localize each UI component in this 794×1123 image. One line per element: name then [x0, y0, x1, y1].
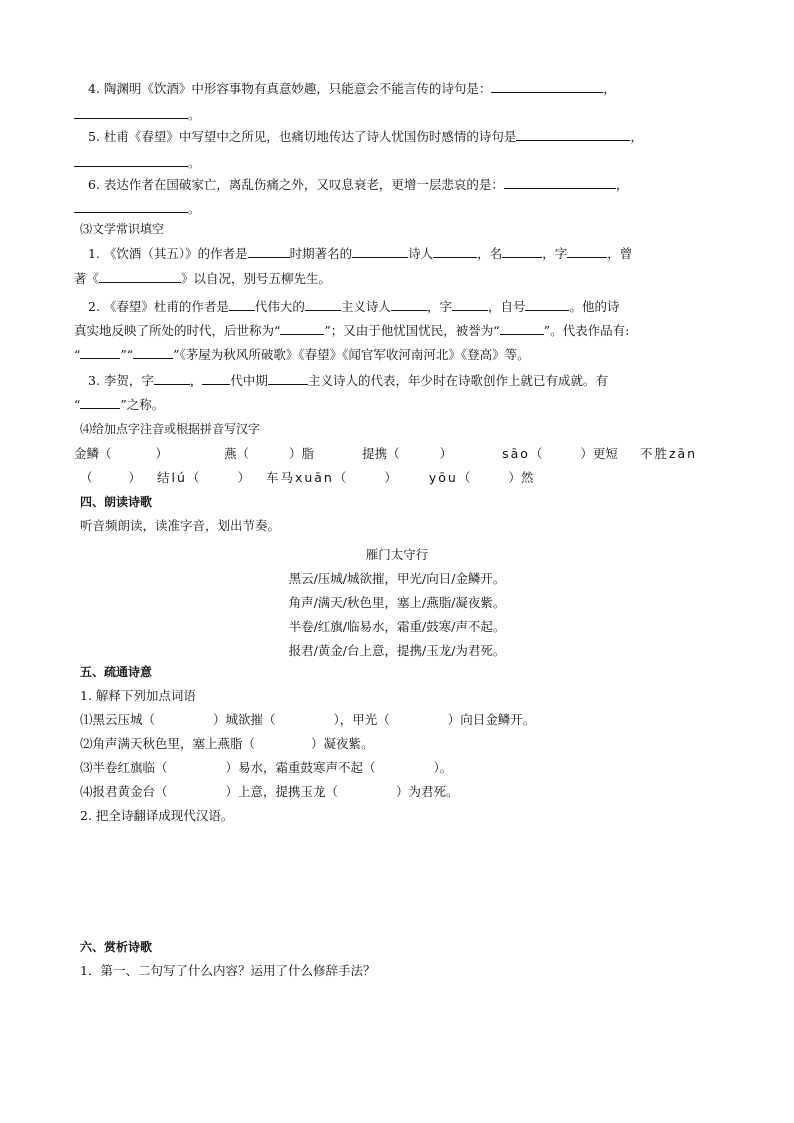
answer-blank[interactable]: [433, 245, 477, 258]
answer-blank[interactable]: [567, 245, 607, 258]
answer-blank[interactable]: [352, 245, 408, 258]
answer-blank[interactable]: [391, 298, 427, 311]
answer-blank[interactable]: [502, 245, 542, 258]
answer-blank[interactable]: [154, 372, 190, 385]
part-4-title: 四、朗读诗歌: [80, 495, 153, 509]
poem-line: 半卷/红旗/临易水，霜重/鼓寒/声不起。: [288, 619, 506, 634]
answer-blank[interactable]: [74, 106, 188, 119]
explain-line-1: ⑴黑云压城（ ）城欲摧（ ），甲光（ ）向日金鳞开。: [80, 712, 536, 727]
answer-blank[interactable]: [80, 396, 120, 409]
question-5: 5. 杜甫《春望》中写望中之所见，也痛切地传达了诗人忧国伤时感情的诗句是 ，: [88, 129, 643, 144]
poem-line: 角声/满天/秋色里，塞上/燕脂/凝夜紫。: [288, 595, 506, 610]
answer-blank[interactable]: [491, 80, 603, 93]
answer-blank[interactable]: [202, 372, 230, 385]
answer-blank[interactable]: [280, 322, 324, 335]
answer-blank[interactable]: [525, 298, 569, 311]
lit-question-1-cont: 著《 》以自况，别号五柳先生。: [74, 271, 332, 286]
answer-blank[interactable]: [268, 372, 308, 385]
answer-blank[interactable]: [500, 322, 544, 335]
answer-blank[interactable]: [133, 346, 173, 359]
part-6-question-1: 1．第一、二句写了什么内容？运用了什么修辞手法？: [80, 963, 376, 978]
answer-blank[interactable]: [452, 298, 488, 311]
lit-question-2-cont-2: “ ”“ ”《茅屋为秋风所破歌》《春望》《闻官军收河南河北》《登高》等。: [74, 347, 530, 362]
lit-question-3-cont: “ ”之称。: [74, 397, 165, 412]
phonetic-row-1: 金鳞（ ） 燕（ ）脂 提携（ ） sāo（ ）更短 不胜zān: [74, 446, 698, 461]
answer-blank[interactable]: [504, 176, 616, 189]
answer-blank[interactable]: [248, 245, 290, 258]
part-5-title: 五、疏通诗意: [80, 665, 153, 679]
lit-question-2-cont-1: 真实地反映了所处的时代，后世称为“ ”；又由于他忧国忧民，被誉为“ ”。代表作品有:: [74, 323, 630, 338]
section-4-title: ⑷给加点字注音或根据拼音写汉字: [80, 422, 261, 436]
answer-blank[interactable]: [516, 128, 630, 141]
poem-title: 雁门太守行: [365, 547, 429, 562]
question-4-cont: 。: [74, 106, 201, 124]
lit-question-1: 1. 《饮酒（其五）》的作者是 时期著名的 诗人 ，名 ，字 ，曾: [88, 246, 633, 261]
answer-blank[interactable]: [74, 200, 188, 213]
poem-line: 黑云/压城/城欲摧，甲光/向日/金鳞开。: [288, 571, 506, 586]
part-6-title: 六、赏析诗歌: [80, 940, 153, 954]
answer-blank[interactable]: [80, 346, 120, 359]
part-5-question-1: 1. 解释下列加点词语: [80, 688, 196, 703]
section-3-title: ⑶文学常识填空: [80, 222, 165, 236]
explain-line-3: ⑶半卷红旗临（ ）易水，霜重鼓寒声不起（ ）。: [80, 760, 453, 775]
lit-question-3: 3. 李贺，字 ， 代中期 主义诗人的代表，年少时在诗歌创作上就已有成就。有: [88, 373, 608, 388]
poem-line: 报君/黄金/台上意，提携/玉龙/为君死。: [288, 643, 506, 658]
answer-blank[interactable]: [99, 270, 181, 283]
question-6-cont: 。: [74, 200, 201, 218]
answer-blank[interactable]: [74, 154, 188, 167]
question-6: 6. 表达作者在国破家亡，离乱伤痛之外，又叹息衰老，更增一层悲哀的是： ，: [88, 177, 629, 192]
explain-line-4: ⑷报君黄金台（ ）上意，提携玉龙（ ）为君死。: [80, 784, 459, 799]
part-4-instruction: 听音频朗读，读准字音，划出节奏。: [80, 518, 281, 533]
answer-blank[interactable]: [229, 298, 255, 311]
question-4: 4. 陶渊明《饮酒》中形容事物有真意妙趣，只能意会不能言传的诗句是： ，: [88, 81, 616, 96]
explain-line-2: ⑵角声满天秋色里，塞上燕脂（ ）凝夜紫。: [80, 736, 374, 751]
question-5-cont: 。: [74, 154, 201, 172]
lit-question-2: 2. 《春望》杜甫的作者是 代伟大的 主义诗人 ，字 ，自号 。他的诗: [88, 299, 620, 314]
part-5-question-2: 2. 把全诗翻译成现代汉语。: [80, 808, 234, 823]
phonetic-row-2: （ ） 结lú（ ） 车马xuān（ ） yōu（ ）然: [80, 470, 534, 485]
answer-blank[interactable]: [305, 298, 341, 311]
